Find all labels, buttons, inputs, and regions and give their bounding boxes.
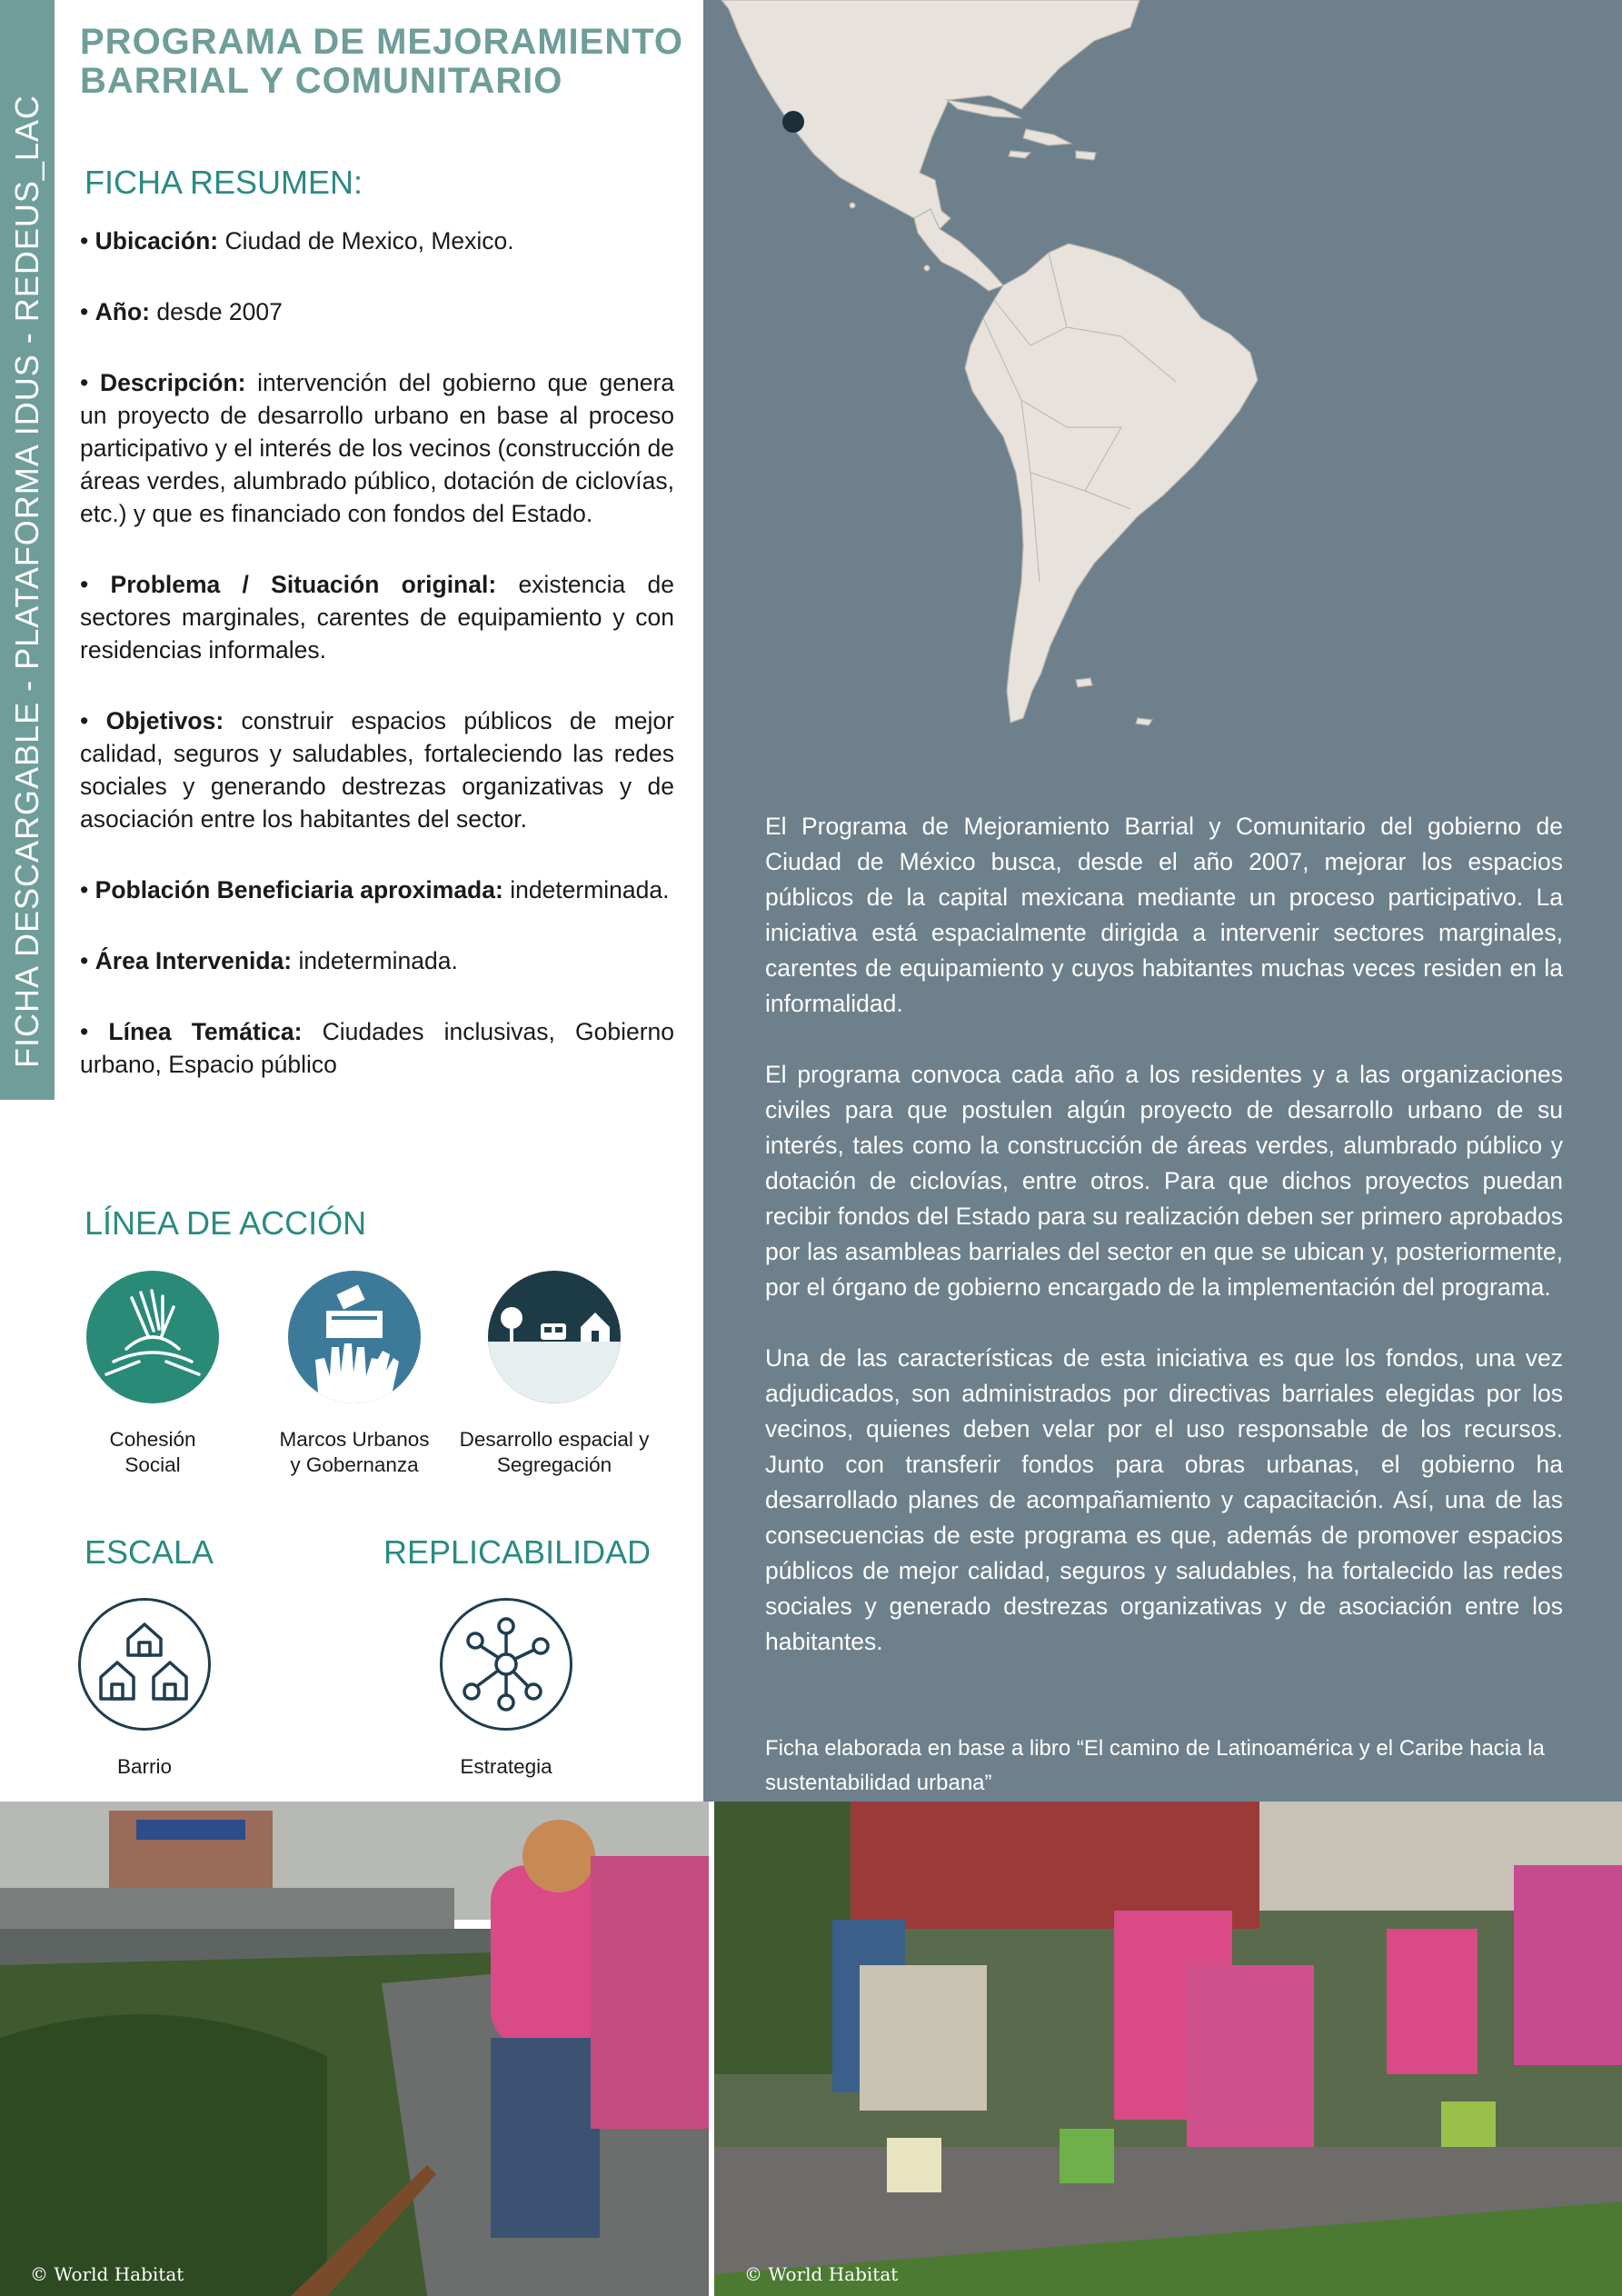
description-paragraph-3: Una de las características de esta iniciativa es que los fondos, una vez adjudicados, son administrados por directivas barriales elegidas por los vecinos, quienes deben velar por el uso responsable de los recursos. Junto con transferir fondos para obras urbanas, el gobierno ha desarrollado planes de acompañamiento y capacitación. Así, una de las consecuencias de este programa es que, además de promover espacios públicos de mejor calidad, seguros y saludables, ha fortalecido las redes sociales y generado destrezas organizativas y de asociación entre los habitantes.: [765, 1344, 1563, 1655]
page-title: [80, 23, 698, 101]
field-ano: • Año: desde 2007: [80, 298, 283, 325]
field-label: Problema / Situación original:: [110, 571, 497, 598]
description: [765, 809, 1563, 1695]
source-credit: Ficha elaborada en base a libro “El camino de Latinoamérica y el Caribe hacia la sustentabilidad urbana”: [765, 1736, 1545, 1795]
field-label: Año:: [95, 298, 150, 325]
action-label: [62, 1427, 244, 1478]
field-objetivos: • Objetivos: construir espacios públicos de mejor calidad, seguros y saludables, fortaleciendo las redes sociales y generando destrezas organizativas y de asociación entre los habitantes del sector.: [80, 707, 674, 833]
field-area: • Área Intervenida: indeterminada.: [80, 947, 458, 974]
action-label-line-1: Marcos Urbanos: [279, 1428, 430, 1451]
replicabilidad-label: Estrategia: [460, 1755, 552, 1778]
description-paragraph-2: El programa convoca cada año a los residentes y a las organizaciones civiles para que postulen algún proyecto de desarrollo urbano de su interés, tales como la construcción de áreas verdes, alumbrado público y dotación de ciclovías, entre otros. Para que dichos proyectos puedan recibir fondos del Estado para su realización deben ser primero aprobados por las asambleas barriales del sector en que se ubican y, posteriormente, por el órgano de gobierno encargado de la implementación del programa.: [765, 1061, 1563, 1301]
field-label: Objetivos:: [105, 707, 224, 734]
action-label: [454, 1427, 654, 1478]
field-label: Área Intervenida:: [95, 947, 293, 974]
side-band-text: FICHA DESCARGABLE - PLATAFORMA IDUS - REDEUS_LAC: [8, 95, 45, 1068]
title-line-1: PROGRAMA DE MEJORAMIENTO: [80, 22, 684, 62]
americas-map: [703, 0, 1622, 745]
hands-icon: [86, 1271, 219, 1403]
title-line-2: BARRIAL Y COMUNITARIO: [80, 61, 563, 101]
city-icon: [488, 1271, 621, 1403]
field-label: Población Beneficiaria aproximada:: [95, 876, 503, 903]
side-band: [0, 0, 55, 1100]
action-label-line-1: Desarrollo espacial y: [459, 1428, 650, 1451]
houses-icon: [78, 1598, 211, 1731]
field-label: Ubicación:: [95, 227, 219, 255]
action-item-cohesion: [62, 1271, 244, 1478]
field-ubicacion: • Ubicación: Ciudad de Mexico, Mexico.: [80, 227, 514, 255]
photo-credit: © World Habitat: [744, 2263, 899, 2285]
photo-left: [0, 1802, 709, 2296]
field-problema: • Problema / Situación original: existencia de sectores marginales, carentes de equipamiento y con residencias informales.: [80, 571, 674, 664]
escala-heading: ESCALA: [85, 1533, 214, 1571]
escala-item: [54, 1598, 235, 1780]
action-label-line-1: Cohesión: [109, 1428, 196, 1451]
field-value: existencia de sectores marginales, carentes de equipamiento y con residencias informales.: [80, 571, 674, 664]
field-descripcion: • Descripción: intervención del gobierno que genera un proyecto de desarrollo urbano en base al proceso participativo y el interés de los vecinos (construcción de áreas verdes, alumbrado público, dotación de ciclovías, etc.) y que es financiado con fondos del Estado.: [80, 369, 675, 527]
field-value: indeterminada.: [510, 876, 670, 903]
replicabilidad-heading: REPLICABILIDAD: [383, 1533, 652, 1571]
photo-credit: © World Habitat: [30, 2263, 184, 2285]
action-label-line-2: Social: [124, 1453, 181, 1476]
field-label: Línea Temática:: [108, 1018, 303, 1045]
action-label-line-2: y Gobernanza: [290, 1453, 419, 1476]
field-linea-tematica: • Línea Temática: Ciudades inclusivas, Gobierno urbano, Espacio público: [80, 1018, 675, 1078]
field-poblacion: • Población Beneficiaria aproximada: indeterminada.: [80, 876, 670, 903]
field-label: Descripción:: [99, 369, 246, 396]
escala-label: Barrio: [116, 1755, 173, 1778]
network-icon: [440, 1598, 572, 1731]
ballot-icon: [288, 1271, 421, 1403]
description-paragraph-1: El Programa de Mejoramiento Barrial y Comunitario del gobierno de Ciudad de México busca, desde el año 2007, mejorar los espacios públicos de la capital mexicana mediante un proceso participativo. La iniciativa está espacialmente dirigida a intervenir sectores marginales, carentes de equipamiento y cuyos habitantes muchas veces residen en la informalidad.: [765, 813, 1563, 1017]
photo-right: [714, 1802, 1622, 2296]
summary-fields: [80, 225, 674, 1081]
field-value: construir espacios públicos de mejor calidad, seguros y saludables, fortaleciendo las redes sociales y generando destrezas organizativas y de asociación entre los habitantes del sector.: [80, 707, 674, 833]
action-item-desarrollo: [454, 1271, 654, 1478]
field-value: indeterminada.: [298, 947, 458, 974]
linea-accion-heading: LÍNEA DE ACCIÓN: [85, 1204, 367, 1242]
field-value: desde 2007: [156, 298, 283, 325]
field-value: Ciudad de Mexico, Mexico.: [224, 227, 514, 255]
summary-heading: FICHA RESUMEN:: [85, 164, 363, 201]
action-label-line-2: Segregación: [496, 1453, 612, 1476]
field-value: intervención del gobierno que genera un proyecto de desarrollo urbano en base al proceso participativo y el interés de los vecinos (construcción de áreas verdes, alumbrado público, dotación de ciclovías, etc.) y que es financiado con fondos del Estado.: [80, 369, 675, 527]
action-label: [264, 1427, 445, 1478]
action-item-marcos: [264, 1271, 445, 1478]
field-value: Ciudades inclusivas, Gobierno urbano, Espacio público: [80, 1018, 675, 1078]
replicabilidad-item: [415, 1598, 597, 1780]
